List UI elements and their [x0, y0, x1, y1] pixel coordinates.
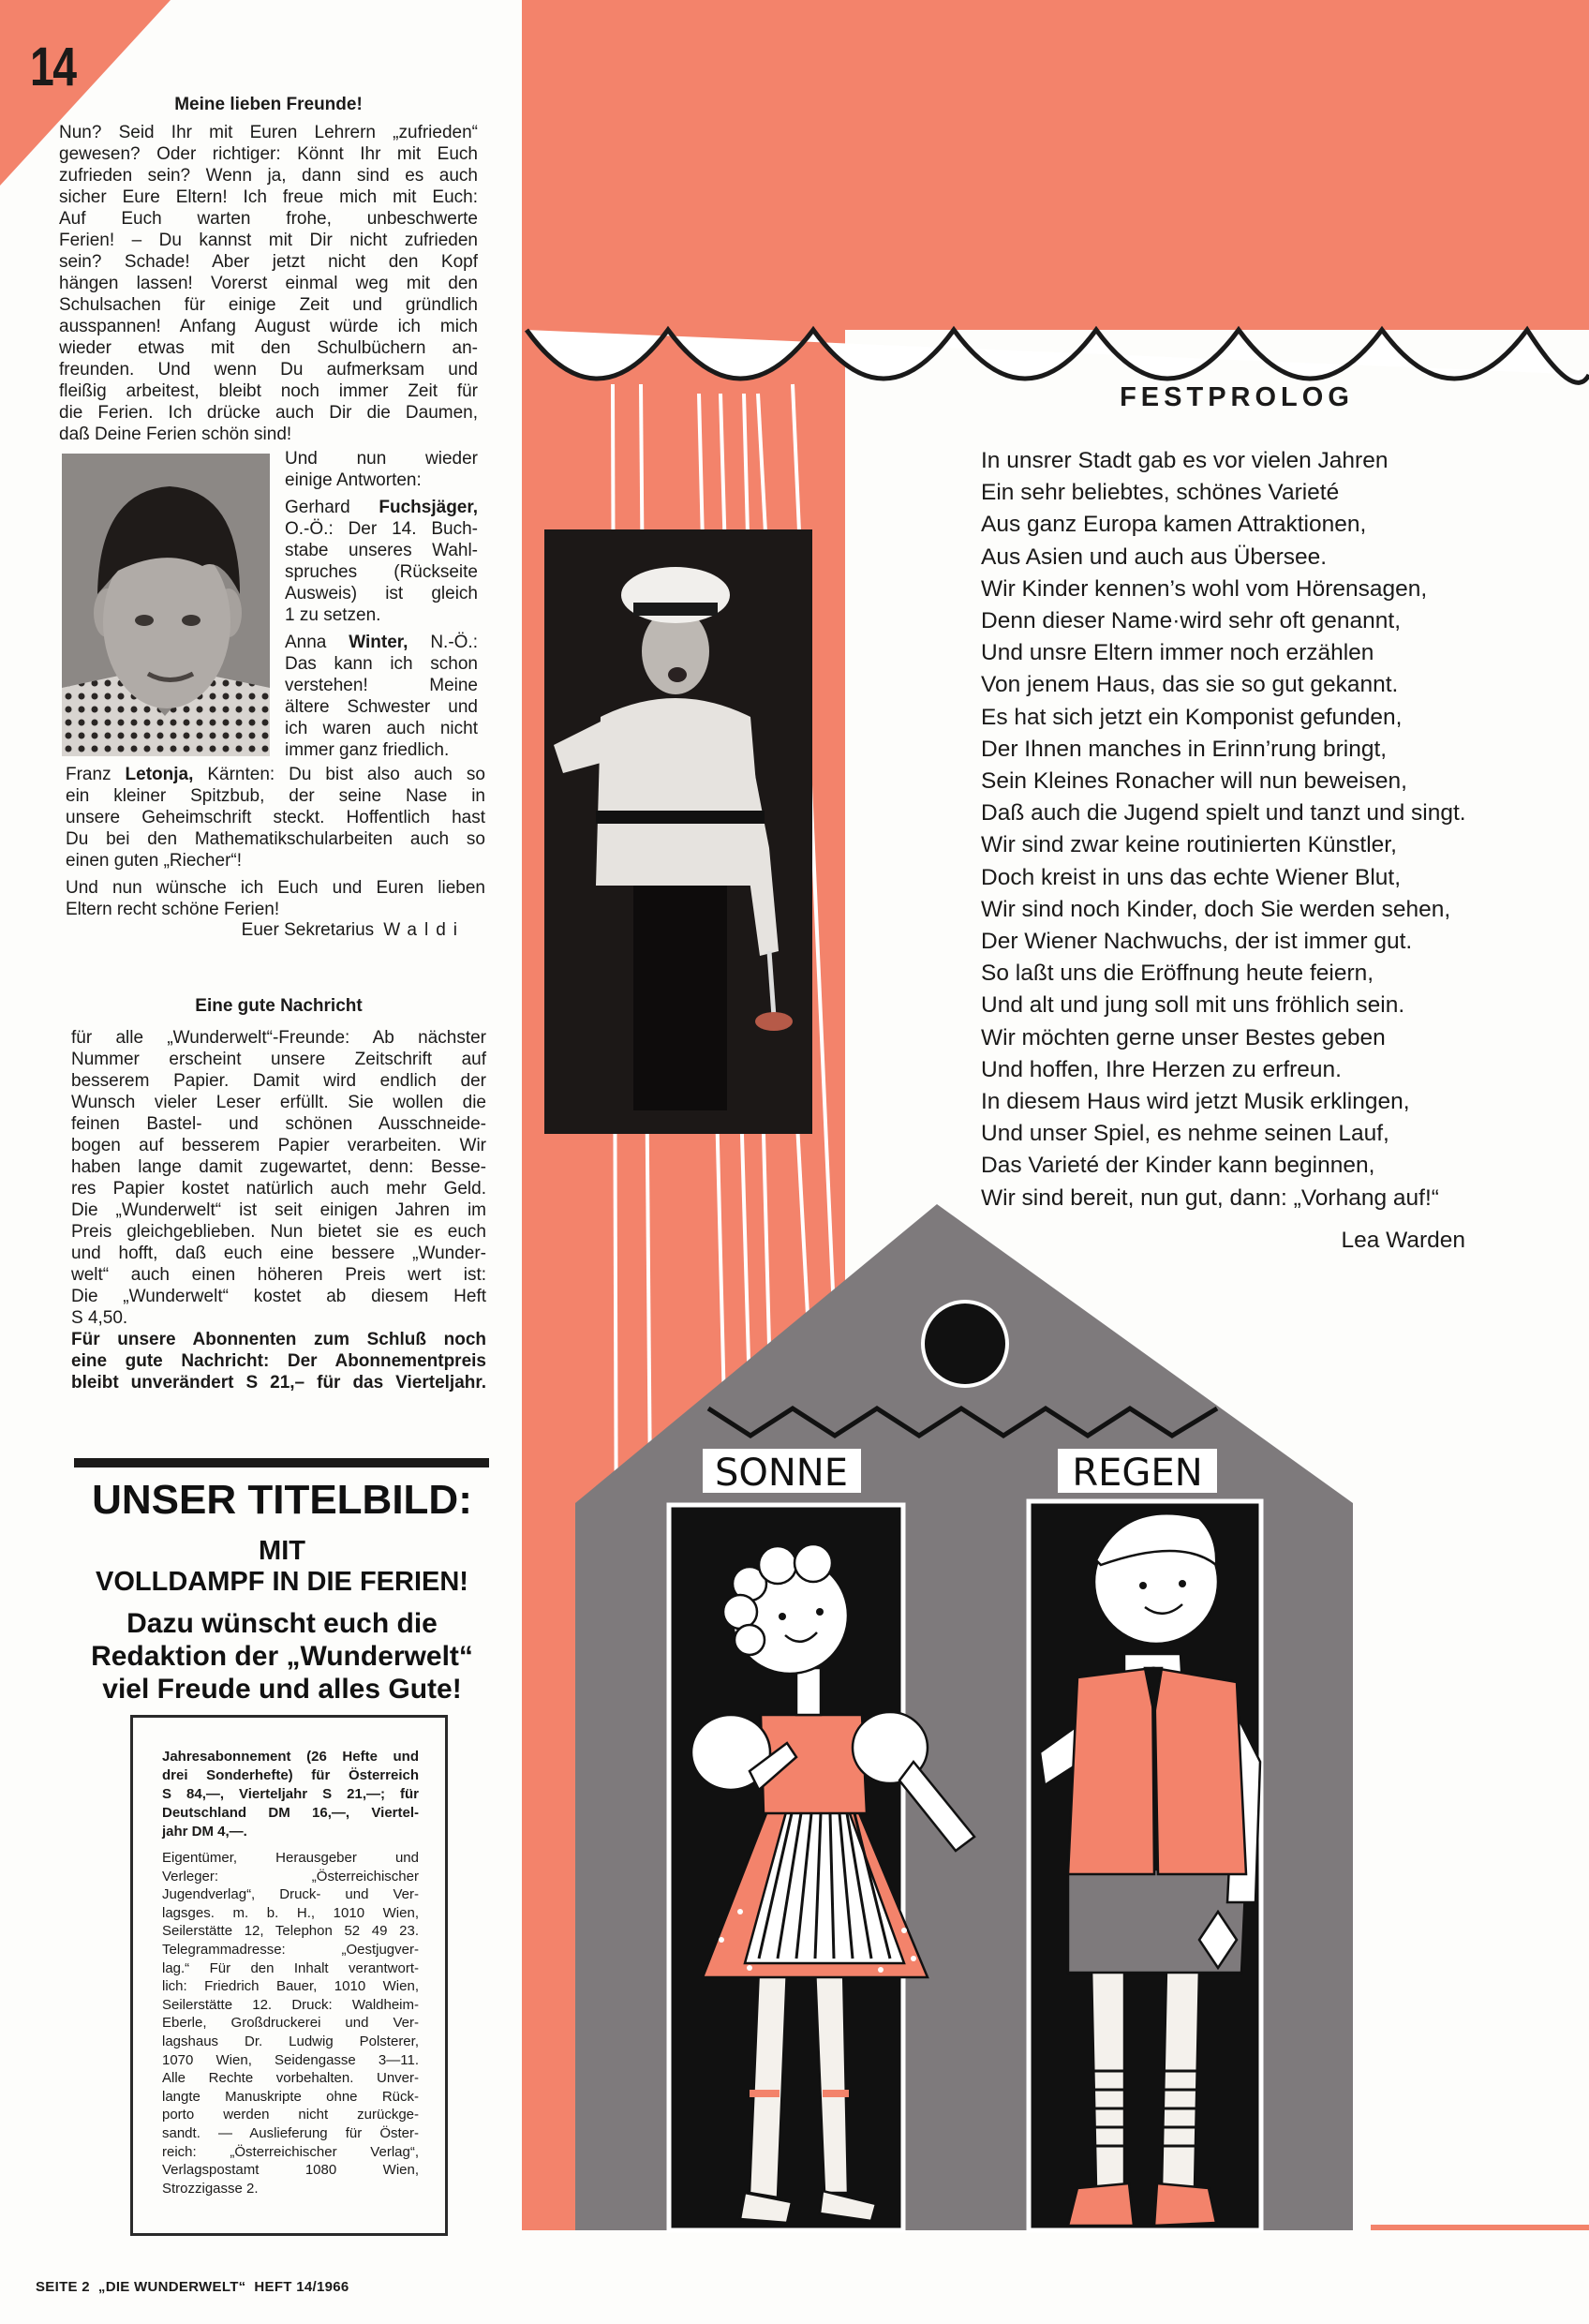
- text-line: Strozzigasse 2.: [162, 2180, 259, 2197]
- text-segment: N.-Ö.:: [408, 633, 478, 652]
- text-line: freunden. Und wenn Du aufmerksam und: [59, 360, 478, 380]
- text-line: Eigentümer, Herausgeber und: [162, 1850, 419, 1866]
- poem-line: Wir möchten gerne unser Bestes geben: [981, 1024, 1386, 1050]
- news-body: [71, 1027, 486, 1329]
- poem-line: Der Ihnen manches in Erinn’rung bringt,: [981, 736, 1388, 762]
- text-line: immer ganz friedlich.: [285, 740, 450, 760]
- text-line: einen guten „Riecher“!: [66, 851, 242, 871]
- text-line: jahr DM 4,—.: [162, 1824, 247, 1840]
- text-line: ältere Schwester und: [285, 697, 478, 717]
- poem-title: FESTPROLOG: [1120, 382, 1354, 412]
- text-line: reich: „Österreichischer Verlag“,: [162, 2143, 419, 2160]
- text-line: Seilerstätte 12, Telephon 52 49 23.: [162, 1923, 419, 1940]
- text-line: lagshaus Dr. Ludwig Polsterer,: [162, 2033, 419, 2049]
- news-heading: Eine gute Nachricht: [195, 996, 363, 1016]
- text-line: lagsges. m. b. H., 1010 Wien,: [162, 1904, 419, 1921]
- paragraph: [71, 1027, 486, 1329]
- news-bold-note: [71, 1329, 486, 1415]
- poem-line: Und hoffen, Ihre Herzen zu erfreun.: [981, 1056, 1342, 1082]
- text-line: Für unsere Abonnenten zum Schluß noch: [71, 1330, 486, 1349]
- sign-sonne: SONNE: [715, 1452, 848, 1495]
- letter-intro: [59, 122, 478, 445]
- text-line: und hofft, daß euch eine bessere „Wunder-: [71, 1244, 486, 1263]
- sign-regen: REGEN: [1072, 1452, 1203, 1495]
- poem-line: Das Varieté der Kinder kann beginnen,: [981, 1153, 1375, 1179]
- text-line: sein? Schade! Aber jetzt nicht den Kopf: [59, 252, 478, 272]
- signature-name: Waldi: [383, 920, 465, 940]
- poem-body: [981, 445, 1466, 1214]
- text-line: Ferien! – Du kannst mit Dir nicht zufrieden: [59, 231, 478, 250]
- text-line: 1070 Wien, Seidengasse 3—11.: [162, 2051, 419, 2068]
- text-line: sandt. — Auslieferung für Öster-: [162, 2124, 419, 2141]
- curtain-valance: [522, 0, 1589, 330]
- text-line: verstehen! Meine: [285, 676, 478, 695]
- text-line: Verleger: „Österreichischer: [162, 1868, 419, 1885]
- text-line: Ausweis) ist gleich: [285, 584, 478, 603]
- poem-line: Ein sehr beliebtes, schönes Varieté: [981, 480, 1340, 506]
- text-line: stabe unseres Wahl-: [285, 541, 478, 560]
- text-line: ein kleiner Spitzbub, der seine Nase in: [66, 786, 485, 806]
- imprint-publisher: [162, 1849, 419, 2197]
- text-line: Jahresabonnement (26 Hefte und: [162, 1749, 419, 1765]
- text-line: Nummer erscheint unsere Zeitschrift auf: [71, 1050, 486, 1069]
- text-line: fleißig arbeitest, bleibt noch immer Zeit für: [59, 381, 478, 401]
- paragraph: [162, 1849, 419, 2197]
- text-line: Deutschland DM 16,—, Viertel-: [162, 1805, 419, 1821]
- poem-line: Daß auch die Jugend spielt und tanzt und singt.: [981, 800, 1466, 827]
- page-number: 14: [30, 37, 76, 97]
- poem-line: Wir sind bereit, nun gut, dann: „Vorhang auf!“: [981, 1184, 1439, 1211]
- text-line: Eberle, Großdruckerei und Ver-: [162, 2015, 419, 2032]
- poem-line: Und unser Spiel, es nehme seinen Lauf,: [981, 1121, 1389, 1147]
- text-line: Auf Euch warten frohe, unbeschwerte: [59, 209, 478, 229]
- text-line: porto werden nicht zurückge-: [162, 2107, 419, 2123]
- cover-subtitle-1: MIT: [259, 1536, 305, 1566]
- text-line: bleibt unverändert S 21,– für das Vierteljahr.: [71, 1373, 486, 1393]
- text-line: [71, 1393, 486, 1415]
- poem-author: Lea Warden: [1341, 1228, 1465, 1253]
- text-line: spruches (Rückseite: [285, 562, 478, 582]
- name-highlight: Fuchsjäger,: [379, 498, 478, 517]
- poem-line: Und alt und jung soll mit uns fröhlich sein.: [981, 992, 1405, 1019]
- paragraph: [285, 632, 478, 761]
- text-segment: Gerhard: [285, 498, 379, 517]
- name-highlight: Letonja,: [125, 765, 194, 784]
- text-line: für alle „Wunderwelt“-Freunde: Ab nächster: [71, 1028, 486, 1048]
- poem-line: Aus Asien und auch aus Übersee.: [981, 544, 1328, 570]
- cover-greeting-3: viel Freude und alles Gute!: [102, 1674, 462, 1705]
- text-line: Eltern recht schöne Ferien!: [66, 900, 280, 919]
- text-line: lag.“ Für den Inhalt verantwort-: [162, 1959, 419, 1976]
- text-line: ausspannen! Anfang August würde ich mich: [59, 317, 478, 336]
- poem-line: Wir Kinder kennen’s wohl vom Hörensagen,: [981, 575, 1428, 602]
- text-line: sicher Eure Eltern! Ich freue mich mit Euch:: [59, 187, 478, 207]
- text-line: S 84,—, Vierteljahr S 21,—; für: [162, 1786, 419, 1802]
- poem-line: Es hat sich jetzt ein Komponist gefunden,: [981, 704, 1403, 730]
- text-line: [66, 764, 485, 785]
- poem-line: In diesem Haus wird jetzt Musik erklingen,: [981, 1089, 1410, 1115]
- poem-line: In unsrer Stadt gab es vor vielen Jahren: [981, 448, 1389, 473]
- imprint-box: [130, 1715, 448, 2236]
- poem-line: Von jenem Haus, das sie so gut gekannt.: [981, 672, 1399, 698]
- name-highlight: Winter,: [349, 633, 408, 652]
- text-line: hängen lassen! Vorerst einmal weg mit den: [59, 274, 478, 293]
- text-line: Nun? Seid Ihr mit Euren Lehrern „zufrieden“: [59, 123, 478, 142]
- poem-line: Sein Kleines Ronacher will nun beweisen,: [981, 768, 1407, 795]
- text-line: besserem Papier. Damit wird endlich der: [71, 1071, 486, 1091]
- poem-line: Aus ganz Europa kamen Attraktionen,: [981, 512, 1367, 538]
- text-line: lich: Friedrich Bauer, 1010 Wien,: [162, 1978, 419, 1995]
- poem-line: Denn dieser Name·wird sehr oft genannt,: [981, 608, 1402, 634]
- text-line: die Ferien. Ich drücke auch Dir die Daumen,: [59, 403, 478, 423]
- text-line: bogen auf besserem Papier verarbeiten. Wir: [71, 1136, 486, 1155]
- round-window-glass: [925, 1304, 1005, 1384]
- text-line: einige Antworten:: [285, 470, 422, 490]
- text-line: Alle Rechte vorbehalten. Unver-: [162, 2070, 419, 2087]
- text-line: Verlagspostamt 1080 Wien,: [162, 2162, 419, 2179]
- text-line: haben lange damit zugewartet, denn: Besse-: [71, 1157, 486, 1177]
- text-segment: Anna: [285, 633, 349, 652]
- letter-answers: [66, 764, 485, 926]
- text-line: Und nun wieder: [285, 449, 478, 469]
- text-line: Seilerstätte 12. Druck: Waldheim-: [162, 1996, 419, 2013]
- text-line: 1 zu setzen.: [285, 605, 381, 625]
- text-line: Die „Wunderwelt“ ist seit einigen Jahren im: [71, 1200, 486, 1220]
- text-line: unsere Geheimschrift steckt. Hoffentlich hast: [66, 808, 485, 827]
- paragraph: [66, 877, 485, 920]
- text-line: O.-Ö.: Der 14. Buch-: [285, 519, 478, 539]
- imprint-subscription: [162, 1748, 419, 1841]
- text-line: welt“ auch einen höheren Preis wert ist:: [71, 1265, 486, 1285]
- text-line: res Papier kostet natürlich auch mehr Geld.: [71, 1179, 486, 1199]
- photo-boy-uniform: [544, 529, 812, 1134]
- paragraph: [162, 1748, 419, 1841]
- letter-answers-side: [285, 448, 478, 767]
- text-line: [285, 497, 478, 518]
- text-line: drei Sonderhefte) für Österreich: [162, 1767, 419, 1783]
- poem-line: Wir sind noch Kinder, doch Sie werden sehen,: [981, 896, 1451, 922]
- cover-greeting-2: Redaktion der „Wunderwelt“: [91, 1641, 473, 1672]
- paragraph: [59, 122, 478, 445]
- text-line: Telegrammadresse: „Oestjugver-: [162, 1941, 419, 1958]
- letter-heading: Meine lieben Freunde!: [174, 95, 363, 114]
- poem-line: Der Wiener Nachwuchs, der ist immer gut.: [981, 929, 1413, 955]
- text-line: wieder etwas mit den Schulbüchern an-: [59, 338, 478, 358]
- text-line: S 4,50.: [71, 1308, 128, 1328]
- text-line: Die „Wunderwelt“ kostet ab diesem Heft: [71, 1287, 486, 1306]
- text-segment: Kärnten: Du bist also auch so: [193, 765, 485, 784]
- text-line: Du bei den Mathematikschularbeiten auch so: [66, 829, 485, 849]
- text-segment: Franz: [66, 765, 126, 784]
- text-line: zufrieden sein? Wenn ja, dann sind es auch: [59, 166, 478, 186]
- cover-divider-bar: [74, 1458, 489, 1467]
- text-line: langte Manuskripte ohne Rück-: [162, 2088, 419, 2105]
- text-line: Schulsachen für einige Zeit und gründlich: [59, 295, 478, 315]
- text-line: Wunsch vieler Leser erfüllt. Sie wollen die: [71, 1093, 486, 1112]
- text-line: Und nun wünsche ich Euch und Euren lieben: [66, 878, 485, 898]
- paragraph: [71, 1329, 486, 1415]
- text-line: ich waren auch nicht: [285, 719, 478, 738]
- letter-signature: [215, 919, 465, 941]
- text-line: Jugendverlag“, Druck- und Ver-: [162, 1886, 419, 1903]
- poem-line: Doch kreist in uns das echte Wiener Blut,: [981, 864, 1402, 890]
- signature-prefix: Euer Sekretarius: [241, 920, 375, 940]
- text-line: Das kann ich schon: [285, 654, 478, 674]
- page-footer: SEITE 2 „DIE WUNDERWELT“ HEFT 14/1966: [36, 2279, 349, 2295]
- text-line: daß Deine Ferien schön sind!: [59, 425, 292, 444]
- paragraph: [285, 448, 478, 491]
- cover-title: UNSER TITELBILD:: [92, 1477, 472, 1523]
- text-line: gewesen? Oder richtiger: Könnt Ihr mit Euch: [59, 144, 478, 164]
- cover-subtitle-2: VOLLDAMPF IN DIE FERIEN!: [96, 1567, 468, 1597]
- text-line: feinen Bastel- und schönen Ausschneide-: [71, 1114, 486, 1134]
- photo-boy-portrait: [62, 454, 270, 756]
- text-line: [285, 632, 478, 653]
- poem-line: Und unsre Eltern immer noch erzählen: [981, 640, 1374, 666]
- paragraph: [285, 497, 478, 626]
- text-line: eine gute Nachricht: Der Abonnementpreis: [71, 1351, 486, 1371]
- poem-line: So laßt uns die Eröffnung heute feiern,: [981, 961, 1374, 987]
- poem-line: Wir sind zwar keine routinierten Künstler,: [981, 832, 1397, 858]
- text-line: Preis gleichgeblieben. Nun bietet sie es euch: [71, 1222, 486, 1242]
- paragraph: [66, 764, 485, 872]
- cover-greeting-1: Dazu wünscht euch die: [126, 1608, 438, 1639]
